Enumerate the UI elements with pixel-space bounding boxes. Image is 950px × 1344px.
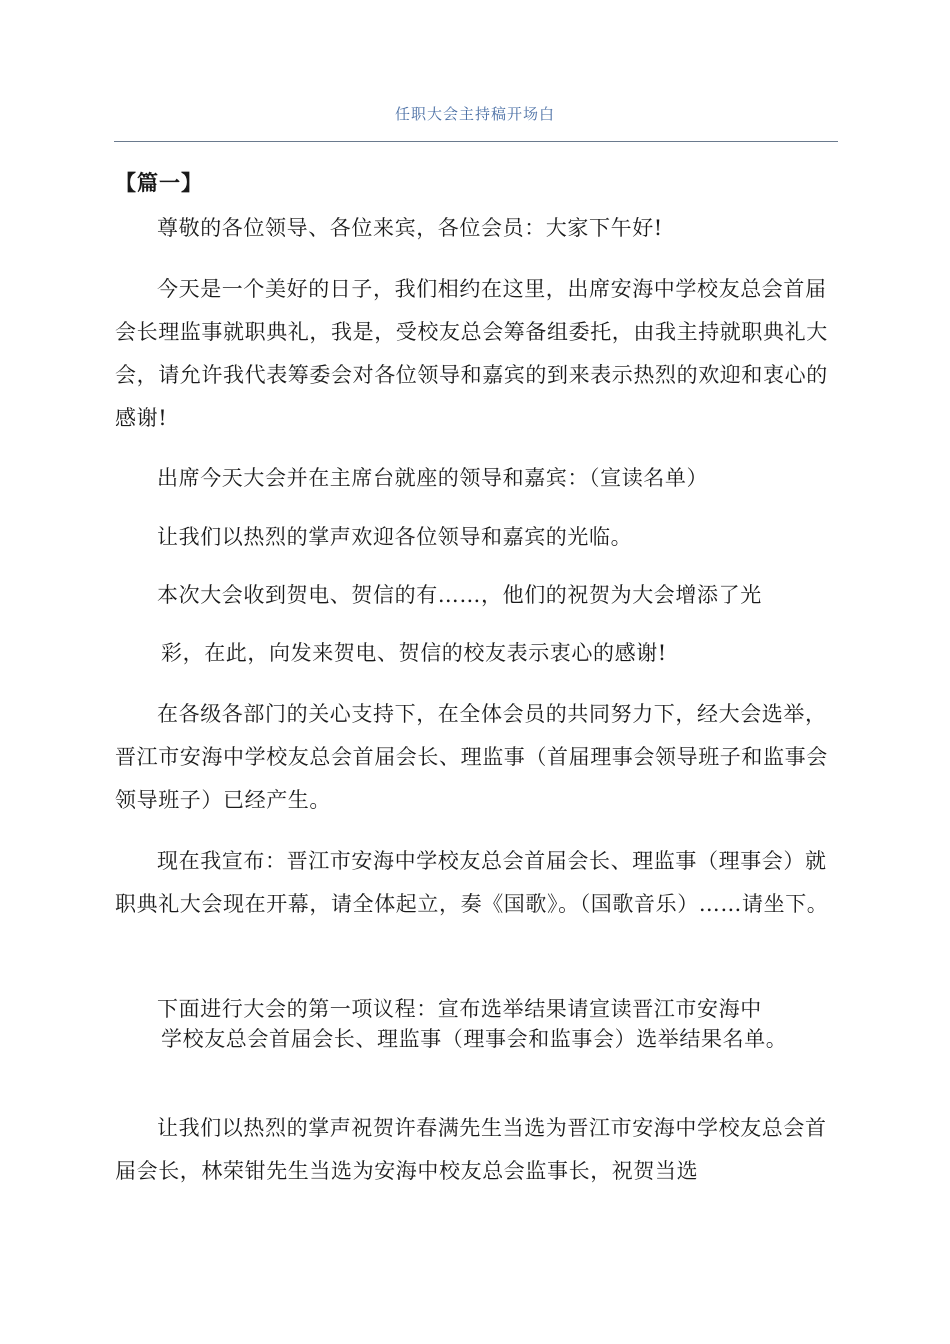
document-header-title: 任职大会主持稿开场白 — [394, 105, 555, 123]
paragraph-greeting: 尊敬的各位领导、各位来宾，各位会员：大家下午好! — [157, 216, 663, 240]
paragraph-results: 让我们以热烈的掌声祝贺许春满先生当选为晋江市安海中学校友总会首届会长，林荣钳先生当选为安海中校友总会监事长，祝贺当选 — [115, 1116, 827, 1183]
header-divider — [114, 141, 838, 142]
paragraph-agenda-cont: 学校友总会首届会长、理监事（理事会和监事会）选举结果名单。 — [161, 1027, 788, 1051]
paragraph-announcement: 现在我宣布：晋江市安海中学校友总会首届会长、理监事（理事会）就职典礼大会现在开幕，请全体起立，奏《国歌》。（国歌音乐）……请坐下。 — [115, 849, 829, 916]
paragraph-welcome: 让我们以热烈的掌声欢迎各位领导和嘉宾的光临。 — [157, 525, 633, 549]
paragraph-congratulations: 本次大会收到贺电、贺信的有……，他们的祝贺为大会增添了光 — [157, 583, 762, 607]
paragraph-election: 在各级各部门的关心支持下，在全体会员的共同努力下，经大会选举，晋江市安海中学校友总会首届会长、理监事（首届理事会领导班子和监事会领导班子）已经产生。 — [115, 702, 828, 812]
section-heading: 【篇一】 — [115, 170, 203, 195]
paragraph-congratulations-cont: 彩，在此，向发来贺电、贺信的校友表示衷心的感谢! — [161, 641, 667, 665]
paragraph-agenda: 下面进行大会的第一项议程：宣布选举结果请宣读晋江市安海中 — [157, 997, 762, 1021]
paragraph-guests: 出席今天大会并在主席台就座的领导和嘉宾：（宣读名单） — [157, 466, 709, 490]
paragraph-opening: 今天是一个美好的日子，我们相约在这里，出席安海中学校友总会首届会长理监事就职典礼，我是，受校友总会筹备组委托，由我主持就职典礼大会，请允许我代表筹委会对各位领导和嘉宾的到来表示热烈的欢迎和衷心的感谢! — [115, 277, 828, 430]
